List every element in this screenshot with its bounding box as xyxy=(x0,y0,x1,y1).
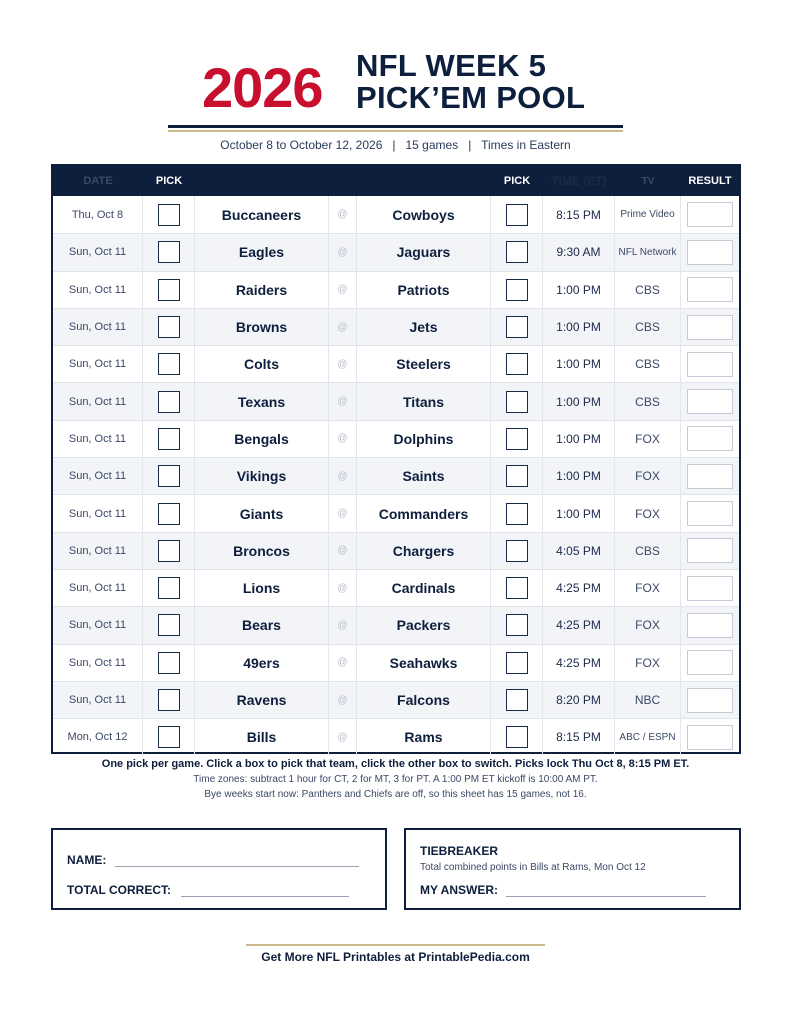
name-field[interactable] xyxy=(115,866,359,867)
kickoff-time: 9:30 AM xyxy=(543,234,615,270)
game-date: Sun, Oct 11 xyxy=(53,495,143,531)
result-field[interactable] xyxy=(687,725,733,750)
entry-panel xyxy=(51,828,387,910)
table-row xyxy=(53,420,739,457)
home-pick-cell xyxy=(491,309,543,345)
title-line-1: NFL WEEK 5 xyxy=(356,48,547,83)
away-pick-checkbox[interactable] xyxy=(158,391,180,413)
game-date: Sun, Oct 11 xyxy=(53,309,143,345)
away-pick-cell xyxy=(143,234,195,270)
at-symbol: @ xyxy=(329,196,357,233)
away-pick-cell xyxy=(143,421,195,457)
table-row xyxy=(53,345,739,382)
col-header-date: DATE xyxy=(83,175,113,187)
at-symbol: @ xyxy=(329,458,357,494)
home-pick-checkbox[interactable] xyxy=(506,689,528,711)
home-pick-checkbox[interactable] xyxy=(506,614,528,636)
result-cell xyxy=(681,309,739,345)
at-symbol: @ xyxy=(329,383,357,419)
header-rule-navy xyxy=(168,125,623,128)
away-pick-checkbox[interactable] xyxy=(158,428,180,450)
result-cell xyxy=(681,495,739,531)
home-pick-checkbox[interactable] xyxy=(506,316,528,338)
result-field[interactable] xyxy=(687,240,733,265)
away-pick-cell xyxy=(143,458,195,494)
table-row xyxy=(53,233,739,270)
away-team: Raiders xyxy=(195,272,329,308)
home-team: Saints xyxy=(357,458,491,494)
away-pick-checkbox[interactable] xyxy=(158,279,180,301)
table-header xyxy=(53,166,739,196)
total-correct-field[interactable] xyxy=(181,896,349,897)
home-team: Jets xyxy=(357,309,491,345)
away-pick-checkbox[interactable] xyxy=(158,652,180,674)
kickoff-time: 8:15 PM xyxy=(543,719,615,755)
result-cell xyxy=(681,421,739,457)
home-pick-checkbox[interactable] xyxy=(506,503,528,525)
kickoff-time: 1:00 PM xyxy=(543,495,615,531)
result-cell xyxy=(681,346,739,382)
home-team: Chargers xyxy=(357,533,491,569)
home-team: Cowboys xyxy=(357,196,491,233)
game-date: Sun, Oct 11 xyxy=(53,272,143,308)
at-symbol: @ xyxy=(329,495,357,531)
picks-table xyxy=(51,164,741,754)
away-team: Bears xyxy=(195,607,329,643)
away-pick-cell xyxy=(143,383,195,419)
away-pick-cell xyxy=(143,346,195,382)
away-pick-cell xyxy=(143,645,195,681)
away-pick-cell xyxy=(143,272,195,308)
away-pick-cell xyxy=(143,570,195,606)
game-date: Sun, Oct 11 xyxy=(53,383,143,419)
tv-network: FOX xyxy=(615,458,681,494)
home-team: Cardinals xyxy=(357,570,491,606)
tv-network: CBS xyxy=(615,346,681,382)
page-subtitle: October 8 to October 12, 2026 | 15 games | Times in Eastern xyxy=(220,138,571,152)
home-team: Steelers xyxy=(357,346,491,382)
home-pick-cell xyxy=(491,533,543,569)
result-cell xyxy=(681,645,739,681)
away-pick-cell xyxy=(143,495,195,531)
tv-network: FOX xyxy=(615,495,681,531)
home-pick-checkbox[interactable] xyxy=(506,465,528,487)
total-correct-label: TOTAL CORRECT: xyxy=(67,883,171,897)
away-team: Colts xyxy=(195,346,329,382)
kickoff-time: 1:00 PM xyxy=(543,272,615,308)
away-team: Ravens xyxy=(195,682,329,718)
footer-rule xyxy=(246,944,545,946)
home-pick-cell xyxy=(491,682,543,718)
tv-network: FOX xyxy=(615,645,681,681)
away-pick-checkbox[interactable] xyxy=(158,316,180,338)
at-symbol: @ xyxy=(329,421,357,457)
home-pick-checkbox[interactable] xyxy=(506,577,528,599)
tv-network: FOX xyxy=(615,570,681,606)
away-pick-cell xyxy=(143,719,195,755)
tv-network: NFL Network xyxy=(615,234,681,270)
home-pick-checkbox[interactable] xyxy=(506,391,528,413)
kickoff-time: 4:05 PM xyxy=(543,533,615,569)
home-pick-checkbox[interactable] xyxy=(506,353,528,375)
home-pick-cell xyxy=(491,234,543,270)
at-symbol: @ xyxy=(329,234,357,270)
result-field[interactable] xyxy=(687,464,733,489)
page-header xyxy=(0,48,791,118)
col-header-away-pick: PICK xyxy=(155,175,183,187)
kickoff-time: 8:15 PM xyxy=(543,196,615,233)
away-pick-checkbox[interactable] xyxy=(158,540,180,562)
home-team: Dolphins xyxy=(357,421,491,457)
kickoff-time: 1:00 PM xyxy=(543,458,615,494)
footer-link[interactable]: Get More NFL Printables at PrintablePedia.com xyxy=(261,950,530,964)
game-date: Sun, Oct 11 xyxy=(53,458,143,494)
game-date: Sun, Oct 11 xyxy=(53,346,143,382)
tv-network: CBS xyxy=(615,309,681,345)
col-header-result: RESULT xyxy=(688,175,732,187)
away-team: Texans xyxy=(195,383,329,419)
home-team: Titans xyxy=(357,383,491,419)
instructions-main: One pick per game. Click a box to pick that team, click the other box to switch. Picks lock Thu Oct 8, 8:15 PM ET. xyxy=(101,758,690,770)
away-team: Browns xyxy=(195,309,329,345)
game-date: Sun, Oct 11 xyxy=(53,607,143,643)
result-cell xyxy=(681,272,739,308)
game-date: Sun, Oct 11 xyxy=(53,682,143,718)
at-symbol: @ xyxy=(329,719,357,755)
home-pick-checkbox[interactable] xyxy=(506,652,528,674)
home-pick-cell xyxy=(491,272,543,308)
table-row xyxy=(53,494,739,531)
result-cell xyxy=(681,719,739,755)
result-cell xyxy=(681,570,739,606)
season-year: 2026 xyxy=(202,56,323,119)
home-pick-cell xyxy=(491,346,543,382)
at-symbol: @ xyxy=(329,309,357,345)
tv-network: Prime Video xyxy=(615,196,681,233)
away-pick-checkbox[interactable] xyxy=(158,204,180,226)
home-pick-checkbox[interactable] xyxy=(506,726,528,748)
home-team: Rams xyxy=(357,719,491,755)
home-team: Patriots xyxy=(357,272,491,308)
table-row xyxy=(53,681,739,718)
col-header-time: TIME (ET) xyxy=(551,174,607,188)
my-answer-label: MY ANSWER: xyxy=(420,883,498,897)
table-row xyxy=(53,457,739,494)
home-team: Jaguars xyxy=(357,234,491,270)
my-answer-field[interactable] xyxy=(506,896,706,897)
kickoff-time: 4:25 PM xyxy=(543,570,615,606)
col-header-home-pick: PICK xyxy=(503,175,531,187)
away-pick-checkbox[interactable] xyxy=(158,465,180,487)
away-team: Bengals xyxy=(195,421,329,457)
name-label: NAME: xyxy=(67,853,107,867)
instructions-byes: Bye weeks start now: Panthers and Chiefs are off, so this sheet has 15 games, not 16. xyxy=(204,789,587,800)
game-date: Mon, Oct 12 xyxy=(53,719,143,755)
result-field[interactable] xyxy=(687,650,733,675)
kickoff-time: 4:25 PM xyxy=(543,607,615,643)
tv-network: CBS xyxy=(615,272,681,308)
at-symbol: @ xyxy=(329,533,357,569)
col-header-home-team: HOME TEAM xyxy=(381,173,467,189)
table-row xyxy=(53,271,739,308)
tiebreaker-title: TIEBREAKER xyxy=(420,844,499,858)
home-pick-checkbox[interactable] xyxy=(506,428,528,450)
instructions xyxy=(0,757,791,802)
home-pick-cell xyxy=(491,570,543,606)
home-pick-checkbox[interactable] xyxy=(506,279,528,301)
game-date: Sun, Oct 11 xyxy=(53,234,143,270)
at-symbol: @ xyxy=(329,346,357,382)
result-cell xyxy=(681,383,739,419)
home-team: Commanders xyxy=(357,495,491,531)
away-pick-cell xyxy=(143,682,195,718)
tv-network: FOX xyxy=(615,421,681,457)
away-pick-checkbox[interactable] xyxy=(158,503,180,525)
away-team: Broncos xyxy=(195,533,329,569)
kickoff-time: 8:20 PM xyxy=(543,682,615,718)
page-title xyxy=(356,50,585,114)
away-pick-cell xyxy=(143,196,195,233)
kickoff-time: 1:00 PM xyxy=(543,421,615,457)
away-team: Eagles xyxy=(195,234,329,270)
result-cell xyxy=(681,234,739,270)
game-date: Sun, Oct 11 xyxy=(53,570,143,606)
result-field[interactable] xyxy=(687,576,733,601)
away-pick-checkbox[interactable] xyxy=(158,614,180,636)
table-row xyxy=(53,644,739,681)
away-pick-checkbox[interactable] xyxy=(158,353,180,375)
col-header-tv: TV xyxy=(641,175,655,187)
result-cell xyxy=(681,458,739,494)
away-team: Lions xyxy=(195,570,329,606)
title-line-2: PICK’EM POOL xyxy=(356,80,586,115)
tiebreaker-question: Total combined points in Bills at Rams, Mon Oct 12 xyxy=(420,862,646,873)
home-pick-cell xyxy=(491,383,543,419)
away-pick-checkbox[interactable] xyxy=(158,726,180,748)
game-date: Sun, Oct 11 xyxy=(53,421,143,457)
away-team: Buccaneers xyxy=(195,196,329,233)
home-pick-cell xyxy=(491,719,543,755)
away-team: Bills xyxy=(195,719,329,755)
game-date: Thu, Oct 8 xyxy=(53,196,143,233)
kickoff-time: 4:25 PM xyxy=(543,645,615,681)
result-field[interactable] xyxy=(687,538,733,563)
away-team: Giants xyxy=(195,495,329,531)
tv-network: CBS xyxy=(615,383,681,419)
tv-network: FOX xyxy=(615,607,681,643)
header-rule-gold xyxy=(168,130,623,132)
tv-network: ABC / ESPN xyxy=(615,719,681,755)
table-row xyxy=(53,606,739,643)
home-pick-cell xyxy=(491,421,543,457)
home-team: Seahawks xyxy=(357,645,491,681)
away-pick-checkbox[interactable] xyxy=(158,689,180,711)
away-pick-cell xyxy=(143,533,195,569)
home-team: Falcons xyxy=(357,682,491,718)
home-pick-cell xyxy=(491,645,543,681)
table-body xyxy=(53,196,739,755)
result-cell xyxy=(681,607,739,643)
home-pick-checkbox[interactable] xyxy=(506,241,528,263)
result-cell xyxy=(681,682,739,718)
game-date: Sun, Oct 11 xyxy=(53,645,143,681)
away-pick-checkbox[interactable] xyxy=(158,577,180,599)
table-row xyxy=(53,569,739,606)
away-team: 49ers xyxy=(195,645,329,681)
at-symbol: @ xyxy=(329,570,357,606)
result-cell xyxy=(681,196,739,233)
result-field[interactable] xyxy=(687,277,733,302)
result-field[interactable] xyxy=(687,202,733,227)
away-team: Vikings xyxy=(195,458,329,494)
away-pick-cell xyxy=(143,607,195,643)
result-field[interactable] xyxy=(687,315,733,340)
result-field[interactable] xyxy=(687,688,733,713)
tiebreaker-panel xyxy=(404,828,741,910)
tv-network: CBS xyxy=(615,533,681,569)
home-pick-cell xyxy=(491,607,543,643)
at-symbol: @ xyxy=(329,272,357,308)
col-header-away-team: AWAY TEAM xyxy=(220,173,304,189)
away-pick-checkbox[interactable] xyxy=(158,241,180,263)
kickoff-time: 1:00 PM xyxy=(543,309,615,345)
away-pick-cell xyxy=(143,309,195,345)
instructions-timezones: Time zones: subtract 1 hour for CT, 2 for MT, 3 for PT. A 1:00 PM ET kickoff is 10:00 AM PT. xyxy=(193,774,598,785)
col-header-at xyxy=(329,166,357,196)
table-row xyxy=(53,532,739,569)
table-row xyxy=(53,308,739,345)
at-symbol: @ xyxy=(329,607,357,643)
at-symbol: @ xyxy=(329,682,357,718)
result-field[interactable] xyxy=(687,389,733,414)
kickoff-time: 1:00 PM xyxy=(543,383,615,419)
home-team: Packers xyxy=(357,607,491,643)
kickoff-time: 1:00 PM xyxy=(543,346,615,382)
home-pick-checkbox[interactable] xyxy=(506,540,528,562)
result-field[interactable] xyxy=(687,426,733,451)
table-row xyxy=(53,196,739,233)
home-pick-cell xyxy=(491,458,543,494)
home-pick-cell xyxy=(491,495,543,531)
home-pick-checkbox[interactable] xyxy=(506,204,528,226)
result-field[interactable] xyxy=(687,613,733,638)
table-row xyxy=(53,718,739,755)
at-symbol: @ xyxy=(329,645,357,681)
game-date: Sun, Oct 11 xyxy=(53,533,143,569)
result-cell xyxy=(681,533,739,569)
result-field[interactable] xyxy=(687,352,733,377)
table-row xyxy=(53,382,739,419)
tv-network: NBC xyxy=(615,682,681,718)
home-pick-cell xyxy=(491,196,543,233)
result-field[interactable] xyxy=(687,501,733,526)
